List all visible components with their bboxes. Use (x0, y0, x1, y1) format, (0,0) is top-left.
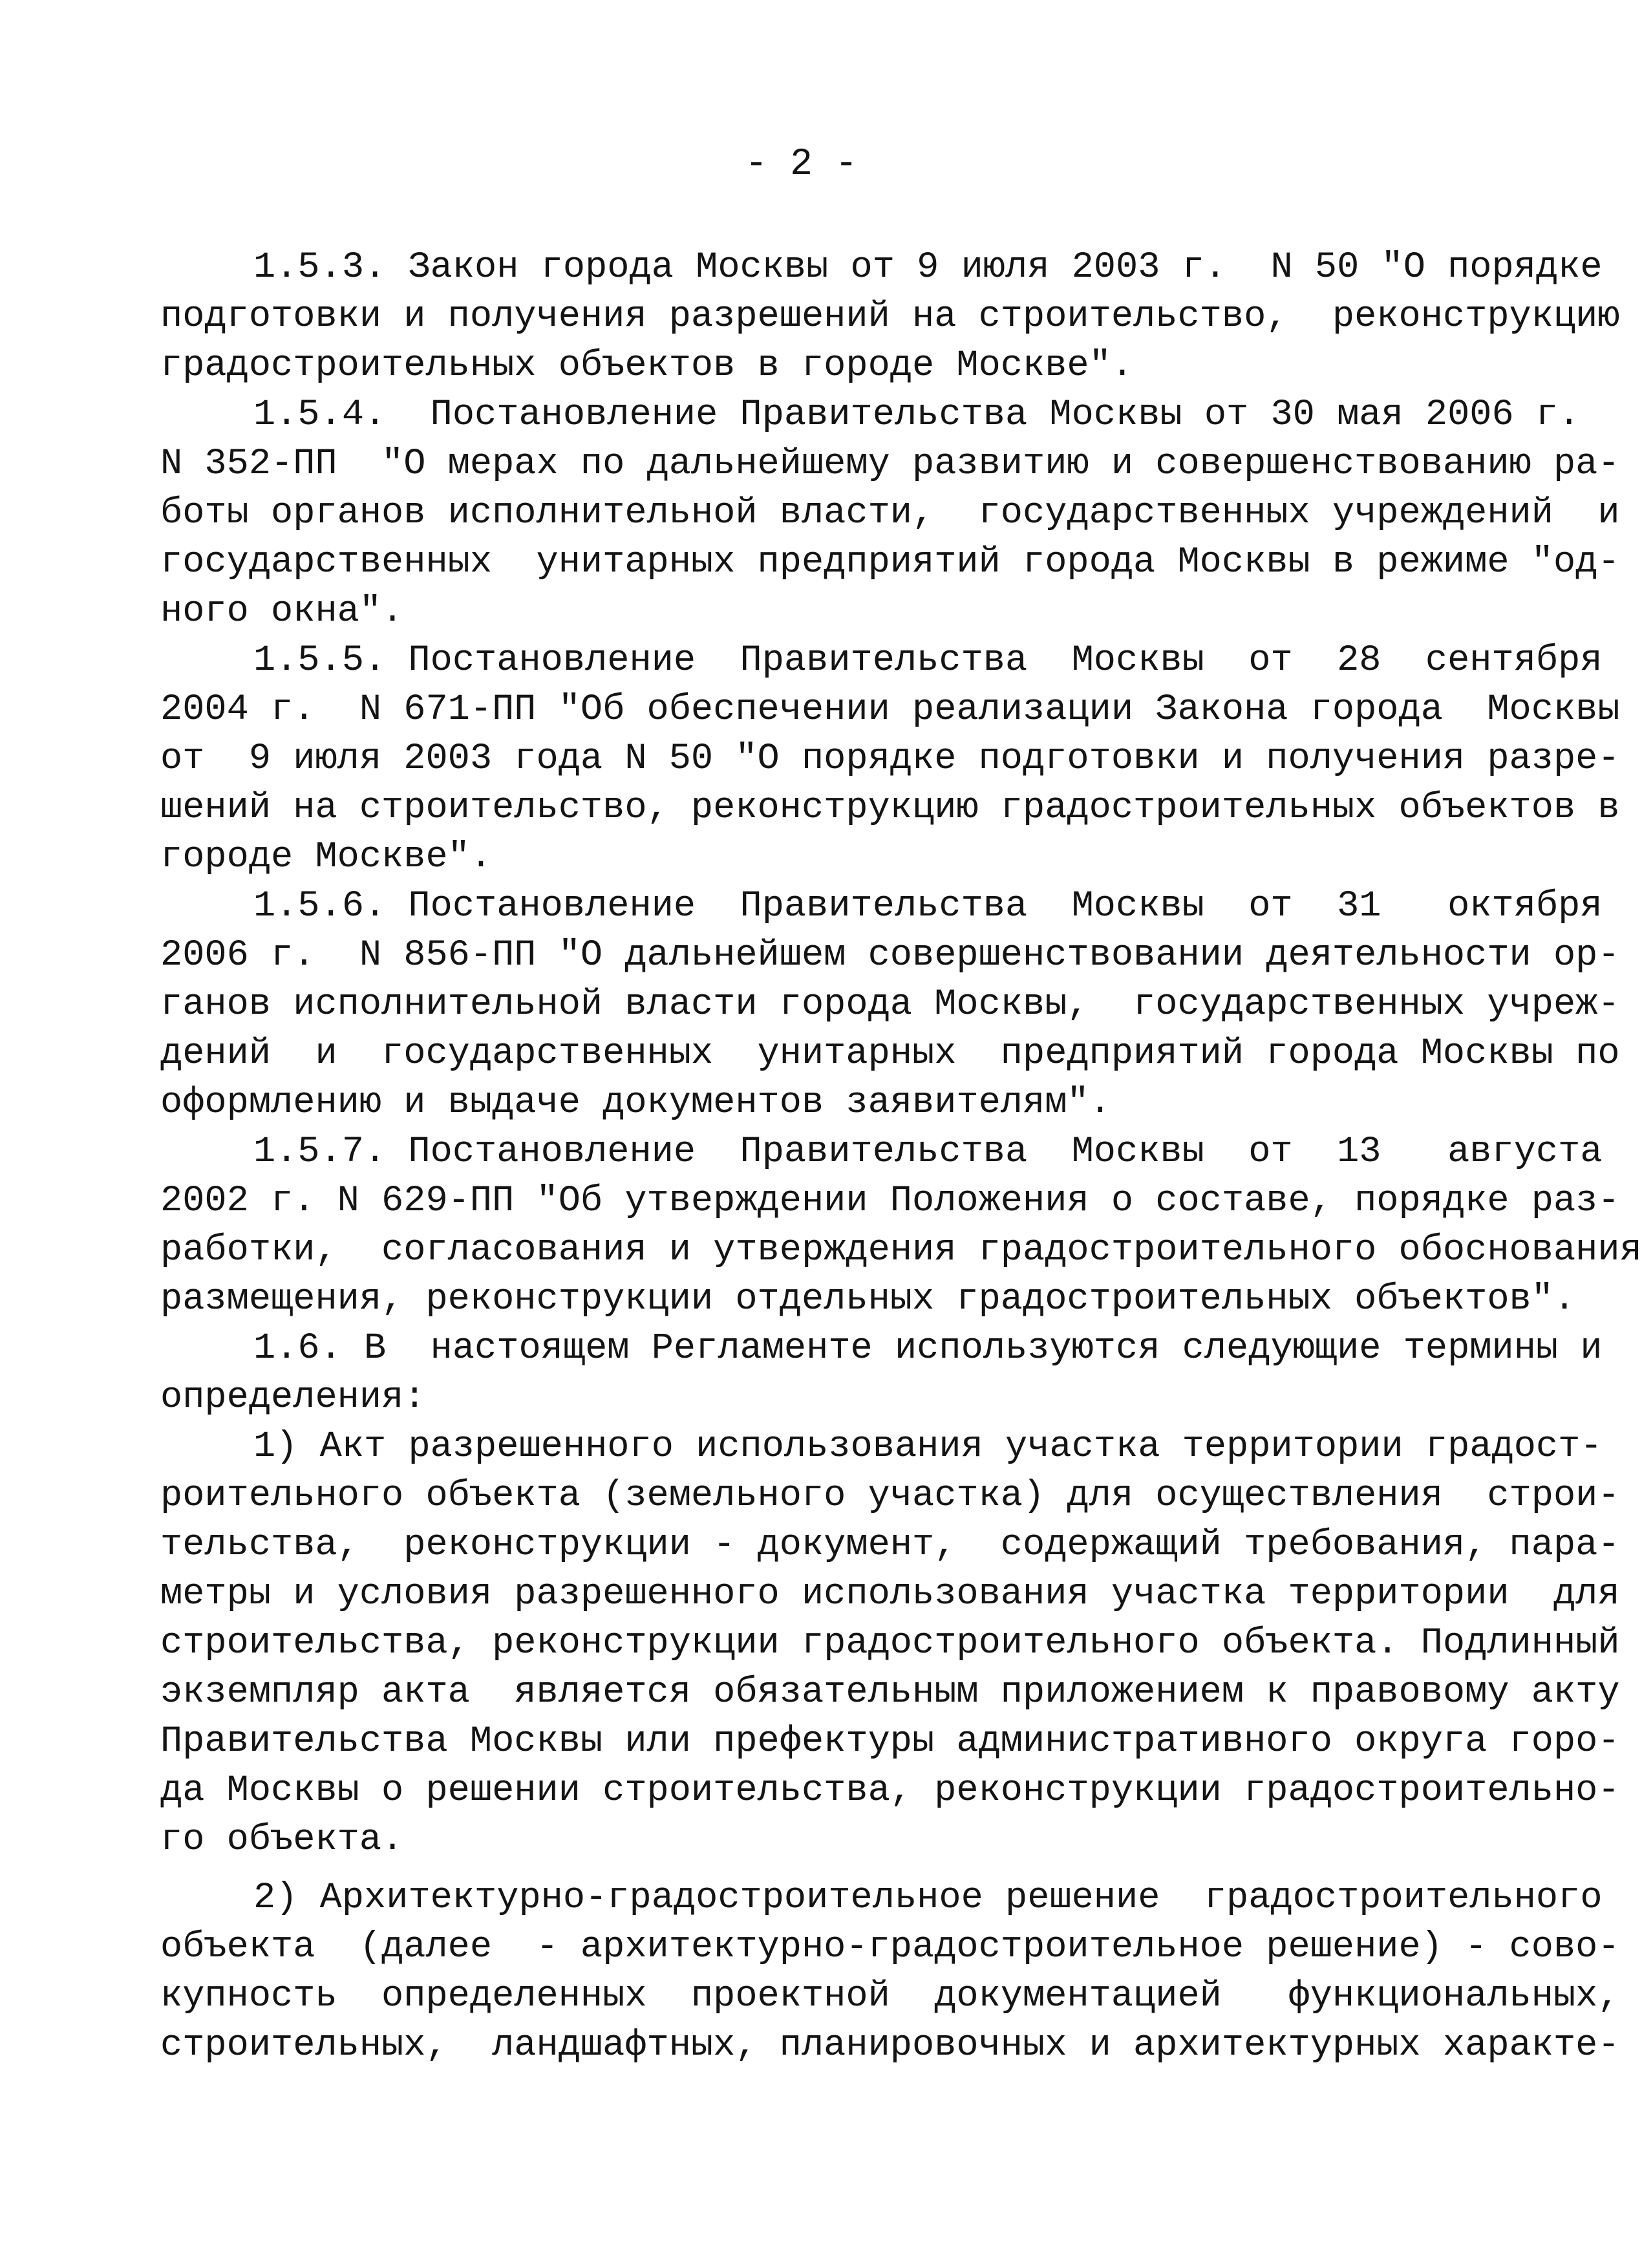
text-line: ганов исполнительной власти города Москвы, государственных учреж- (160, 984, 1620, 1025)
text-line: 1.5.7. Постановление Правительства Москвы от 13 августа (253, 1131, 1603, 1173)
text-line: 2004 г. N 671-ПП "Об обеспечении реализации Закона города Москвы (160, 689, 1620, 731)
text-line: оформлению и выдаче документов заявителям". (160, 1082, 1111, 1124)
text-line: 2002 г. N 629-ПП "Об утверждении Положения о составе, порядке раз- (160, 1181, 1620, 1222)
text-line: 1.5.6. Постановление Правительства Москвы от 31 октября (253, 886, 1603, 927)
text-line: 1.6. В настоящем Регламенте используются следующие термины и (253, 1328, 1603, 1369)
text-line: экземпляр акта является обязательным приложением к правовому акту (160, 1672, 1620, 1713)
text-line: городе Москве". (160, 837, 493, 878)
text-line: да Москвы о решении строительства, реконструкции градостроительно- (160, 1770, 1620, 1812)
text-line: 2006 г. N 856-ПП "О дальнейшем совершенствовании деятельности ор- (160, 935, 1620, 976)
text-line: градостроительных объектов в городе Москве". (160, 345, 1134, 387)
text-line: Правительства Москвы или префектуры административного округа горо- (160, 1721, 1620, 1762)
text-line: шений на строительство, реконструкцию градостроительных объектов в (160, 787, 1620, 829)
text-line: 1.5.5. Постановление Правительства Москвы от 28 сентября (253, 640, 1603, 681)
text-line: дений и государственных унитарных предприятий города Москвы по (160, 1033, 1620, 1075)
text-line: от 9 июля 2003 года N 50 "О порядке подготовки и получения разре- (160, 738, 1620, 780)
text-line: N 352-ПП "О мерах по дальнейшему развитию и совершенствованию ра- (160, 444, 1620, 485)
text-line: 1) Акт разрешенного использования участка территории градост- (253, 1426, 1603, 1468)
text-line: государственных унитарных предприятий города Москвы в режиме "од- (160, 542, 1620, 583)
text-line: тельства, реконструкции - документ, содержащий требования, пара- (160, 1524, 1620, 1566)
page-number: - 2 - (745, 144, 858, 186)
text-line: ного окна". (160, 591, 404, 632)
text-line: строительства, реконструкции градостроительного объекта. Подлинный (160, 1623, 1620, 1664)
text-line: работки, согласования и утверждения градостроительного обоснования (160, 1230, 1642, 1271)
text-line: 1.5.3. Закон города Москвы от 9 июля 2003 г. N 50 "О порядке (253, 247, 1603, 288)
text-line: 2) Архитектурно-градостроительное решение градостроительного (253, 1878, 1603, 1919)
text-line: 1.5.4. Постановление Правительства Москвы от 30 мая 2006 г. (253, 394, 1581, 436)
text-line: метры и условия разрешенного использования участка территории для (160, 1574, 1620, 1615)
text-line: го объекта. (160, 1819, 404, 1861)
text-line: строительных, ландшафтных, планировочных и архитектурных характе- (160, 2025, 1620, 2066)
text-line: размещения, реконструкции отдельных градостроительных объектов". (160, 1279, 1576, 1320)
text-line: боты органов исполнительной власти, государственных учреждений и (160, 493, 1620, 534)
text-line: роительного объекта (земельного участка) для осуществления строи- (160, 1475, 1620, 1517)
text-line: объекта (далее - архитектурно-градостроительное решение) - сово- (160, 1927, 1620, 1968)
text-line: определения: (160, 1377, 426, 1418)
text-line: купность определенных проектной документацией функциональных, (160, 1976, 1620, 2017)
text-line: подготовки и получения разрешений на строительство, реконструкцию (160, 296, 1620, 337)
